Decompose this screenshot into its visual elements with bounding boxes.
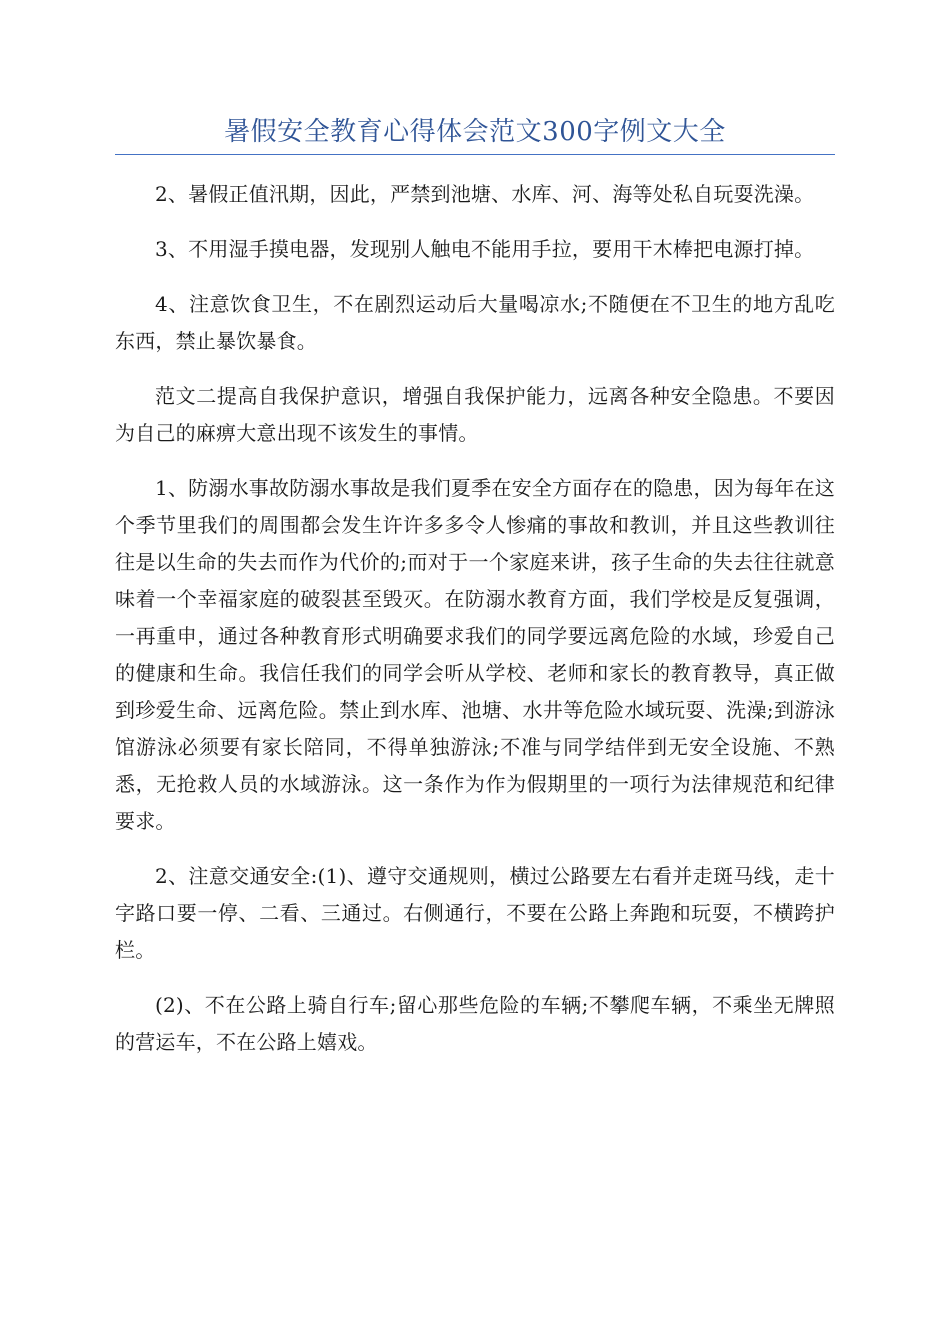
paragraph: 4、注意饮食卫生，不在剧烈运动后大量喝凉水;不随便在不卫生的地方乱吃东西，禁止暴饮暴食。 — [115, 292, 835, 353]
paragraph: 2、注意交通安全:(1)、遵守交通规则，横过公路要左右看并走斑马线，走十字路口要一停、二看、三通过。右侧通行，不要在公路上奔跑和玩耍，不横跨护栏。 — [115, 864, 835, 962]
paragraph: (2)、不在公路上骑自行车;留心那些危险的车辆;不攀爬车辆，不乘坐无牌照的营运车，不在公路上嬉戏。 — [115, 993, 835, 1054]
paragraph: 范文二提高自我保护意识，增强自我保护能力，远离各种安全隐患。不要因为自己的麻痹大意出现不该发生的事情。 — [115, 384, 835, 445]
document-title: 暑假安全教育心得体会范文300字例文大全 — [224, 117, 726, 147]
paragraph: 1、防溺水事故防溺水事故是我们夏季在安全方面存在的隐患，因为每年在这个季节里我们的周围都会发生许许多多令人惨痛的事故和教训，并且这些教训往往是以生命的失去而作为代价的;而对于一个家庭来讲，孩子生命的失去往往就意味着一个幸福家庭的破裂甚至毁灭。在防溺水教育方面，我们学校是反复强调，一再重申，通过各种教育形式明确要求我们的同学要远离危险的水域，珍爱自己的健康和生命。我信任我们的同学会听从学校、老师和家长的教育教导，真正做到珍爱生命、远离危险。禁止到水库、池塘、水井等危险水域玩耍、洗澡;到游泳馆游泳必须要有家长陪同，不得单独游泳;不准与同学结伴到无安全设施、不熟悉，无抢救人员的水域游泳。这一条作为作为假期里的一项行为法律规范和纪律要求。 — [115, 476, 835, 833]
paragraph: 3、不用湿手摸电器，发现别人触电不能用手拉，要用干木棒把电源打掉。 — [155, 237, 815, 261]
title-underline — [115, 154, 835, 155]
document-body — [115, 176, 835, 1079]
paragraph: 2、暑假正值汛期，因此，严禁到池塘、水库、河、海等处私自玩耍洗澡。 — [155, 182, 815, 206]
